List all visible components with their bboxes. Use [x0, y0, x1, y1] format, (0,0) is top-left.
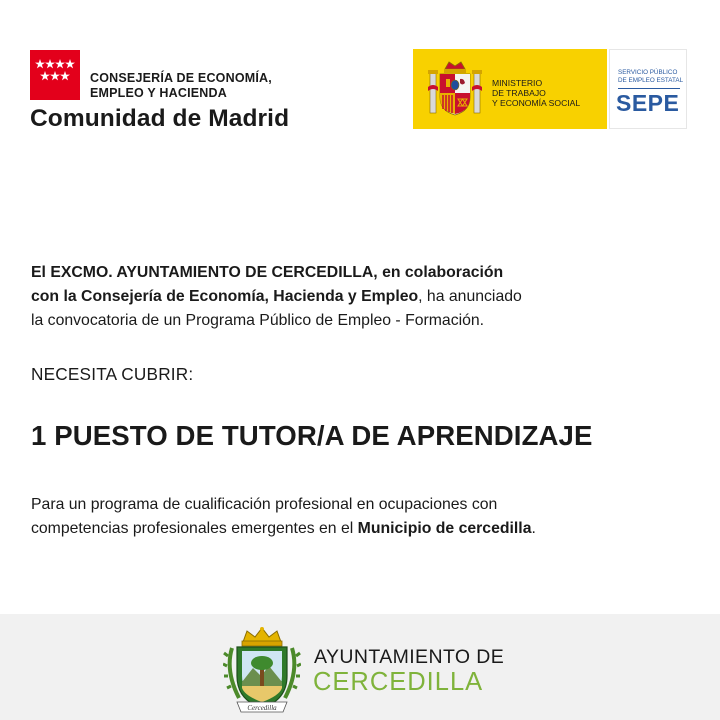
comunidad-name: Comunidad de Madrid [30, 105, 290, 132]
ministerio-line-2: DE TRABAJO [492, 88, 546, 98]
ministerio-line-1: MINISTERIO [492, 78, 543, 88]
job-position-title: 1 PUESTO DE TUTOR/A DE APRENDIZAJE [31, 420, 593, 451]
intro-rest-2: , ha anunciado [418, 288, 522, 305]
ministerio-name [492, 78, 580, 108]
ministerio-sepe-logo [413, 49, 688, 131]
sepe-line-2: DE EMPLEO ESTATAL [618, 77, 684, 84]
consejeria-line-1: CONSEJERÍA DE ECONOMÍA, [90, 71, 272, 85]
ministerio-logo [413, 49, 607, 129]
intro-line-3: la convocatoria de un Programa Público de Empleo - Formación. [31, 312, 485, 329]
footer [0, 614, 720, 720]
program-description [31, 493, 688, 541]
intro-line-2 [31, 285, 687, 309]
description-end: . [531, 520, 536, 537]
announcement-intro [31, 261, 687, 333]
ministerio-line-3: Y ECONOMÍA SOCIAL [492, 98, 581, 108]
cercedilla-label: CERCEDILLA [313, 668, 484, 696]
intro-bold-2: con la Consejería de Economía, Hacienda y Empleo [31, 288, 419, 305]
description-start: competencias profesionales emergentes en el [31, 520, 358, 537]
spain-coat-of-arms-icon [427, 59, 483, 121]
comunidad-de-madrid-logo [30, 50, 360, 140]
necesita-cubrir-heading: NECESITA CUBRIR: [31, 364, 194, 384]
municipio-name: Municipio de cercedilla [357, 520, 532, 537]
consejeria-name [90, 71, 272, 101]
description-line-1: Para un programa de cualificación profesional en ocupaciones con [31, 496, 498, 513]
sepe-divider [618, 88, 680, 89]
crest-ribbon-text: Cercedilla [247, 704, 277, 712]
intro-line-1 [31, 261, 687, 285]
madrid-flag-icon [30, 50, 80, 100]
sepe-logo [609, 49, 687, 129]
ayuntamiento-label: AYUNTAMIENTO DE [314, 646, 505, 668]
sepe-line-1: SERVICIO PÚBLICO [618, 69, 678, 76]
sepe-acronym: SEPE [616, 90, 680, 116]
cercedilla-crest-icon [223, 626, 301, 714]
consejeria-line-2: EMPLEO Y HACIENDA [90, 86, 227, 100]
description-line-2 [31, 517, 688, 541]
sepe-full-name [618, 69, 683, 85]
intro-bold-1: El EXCMO. AYUNTAMIENTO DE CERCEDILLA, en colaboración [31, 264, 504, 281]
